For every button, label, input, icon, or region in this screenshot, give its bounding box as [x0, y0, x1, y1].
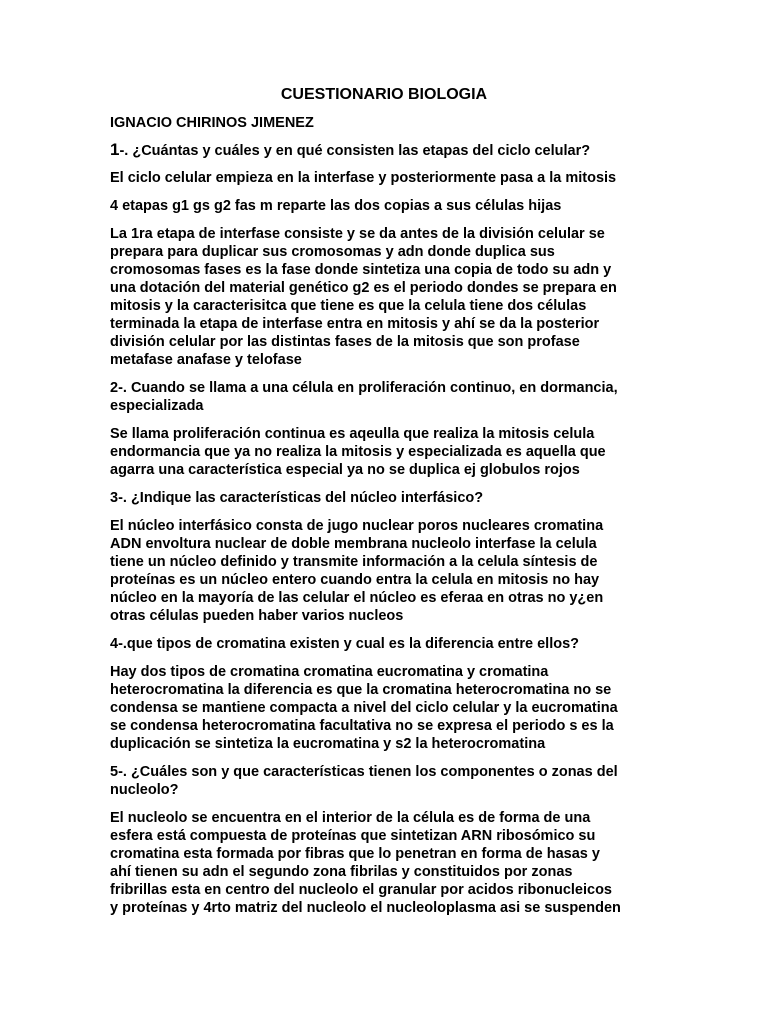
answer-1-stages: [110, 197, 658, 215]
text-line: duplicación se sintetiza la eucromatina y s2 la heterocromatina: [110, 736, 546, 752]
text-line: El núcleo interfásico consta de jugo nuclear poros nucleares cromatina: [110, 518, 604, 534]
text-line: 2-. Cuando se llama a una célula en proliferación continuo, en dormancia,: [110, 380, 618, 396]
answer-1-detail: [110, 225, 658, 369]
text-line: 4 etapas g1 gs g2 fas m reparte las dos copias a sus células hijas: [110, 198, 562, 214]
text-line: una dotación del material genético g2 es el periodo dondes se prepara en: [110, 280, 617, 296]
question-1-text: -. ¿Cuántas y cuáles y en qué consisten las etapas del ciclo celular?: [119, 143, 591, 159]
question-1: [110, 140, 658, 161]
text-line: y proteínas y 4rto matriz del nucleolo el nucleoloplasma asi se suspenden: [110, 900, 621, 916]
text-line: agarra una característica especial ya no se duplica ej globulos rojos: [110, 462, 580, 478]
text-line: prepara para duplicar sus cromosomas y adn donde duplica sus: [110, 244, 555, 260]
document-title: CUESTIONARIO BIOLOGIA: [280, 86, 488, 103]
text-line: núcleo en la mayoría de las celular el núcleo es eferaa en otras no y¿en: [110, 590, 604, 606]
text-line: cromosomas fases es la fase donde sintetiza una copia de todo su adn y: [110, 262, 612, 278]
answer-5: [110, 809, 658, 917]
text-line: 3-. ¿Indique las características del núcleo interfásico?: [110, 490, 484, 506]
question-5: [110, 763, 658, 799]
question-1-number: 1: [110, 140, 120, 159]
text-line: heterocromatina la diferencia es que la cromatina heterocromatina no se: [110, 682, 612, 698]
document-page: [110, 84, 658, 927]
text-line: terminada la etapa de interfase entra en mitosis y ahí se da la posterior: [110, 316, 600, 332]
text-line: endormancia que ya no realiza la mitosis y especializada es aquella que: [110, 444, 606, 460]
text-line: Se llama proliferación continua es aqeulla que realiza la mitosis celula: [110, 426, 595, 442]
answer-2: [110, 425, 658, 479]
text-line: La 1ra etapa de interfase consiste y se da antes de la división celular se: [110, 226, 605, 242]
text-line: otras células pueden haber varios nucleos: [110, 608, 404, 624]
text-line: proteínas es un núcleo entero cuando entra la celula en mitosis no hay: [110, 572, 600, 588]
text-line: Hay dos tipos de cromatina cromatina eucromatina y cromatina: [110, 664, 549, 680]
question-3: [110, 489, 658, 507]
text-line: se condensa heterocromatina facultativa no se expresa el periodo s es la: [110, 718, 614, 734]
text-line: división celular por las distintas fases de la mitosis que son profase: [110, 334, 580, 350]
text-line: tiene un núcleo definido y transmite información a la celula síntesis de: [110, 554, 598, 570]
text-line: El nucleolo se encuentra en el interior de la célula es de forma de una: [110, 810, 591, 826]
text-line: 5-. ¿Cuáles son y que características tienen los componentes o zonas del: [110, 764, 618, 780]
answer-1-intro: [110, 169, 658, 187]
question-2: [110, 379, 658, 415]
text-line: metafase anafase y telofase: [110, 352, 302, 368]
question-4: [110, 635, 658, 653]
answer-3: [110, 517, 658, 625]
text-line: cromatina esta formada por fibras que lo penetran en forma de hasas y: [110, 846, 600, 862]
text-line: esfera está compuesta de proteínas que sintetizan ARN ribosómico su: [110, 828, 596, 844]
text-line: especializada: [110, 398, 204, 414]
text-line: El ciclo celular empieza en la interfase y posteriormente pasa a la mitosis: [110, 170, 617, 186]
text-line: condensa se mantiene compacta a nivel del ciclo celular y la eucromatina: [110, 700, 618, 716]
text-line: nucleolo?: [110, 782, 179, 798]
text-line: fribrillas esta en centro del nucleolo el granular por acidos ribonucleicos: [110, 882, 612, 898]
author-name: IGNACIO CHIRINOS JIMENEZ: [110, 115, 314, 131]
text-line: 4-.que tipos de cromatina existen y cual es la diferencia entre ellos?: [110, 636, 579, 652]
text-line: mitosis y la caracterisitca que tiene es que la celula tiene dos células: [110, 298, 587, 314]
text-line: ADN envoltura nuclear de doble membrana nucleolo interfase la celula: [110, 536, 597, 552]
answer-4: [110, 663, 658, 753]
text-line: ahí tienen su adn el segundo zona fibrilas y constituidos por zonas: [110, 864, 573, 880]
